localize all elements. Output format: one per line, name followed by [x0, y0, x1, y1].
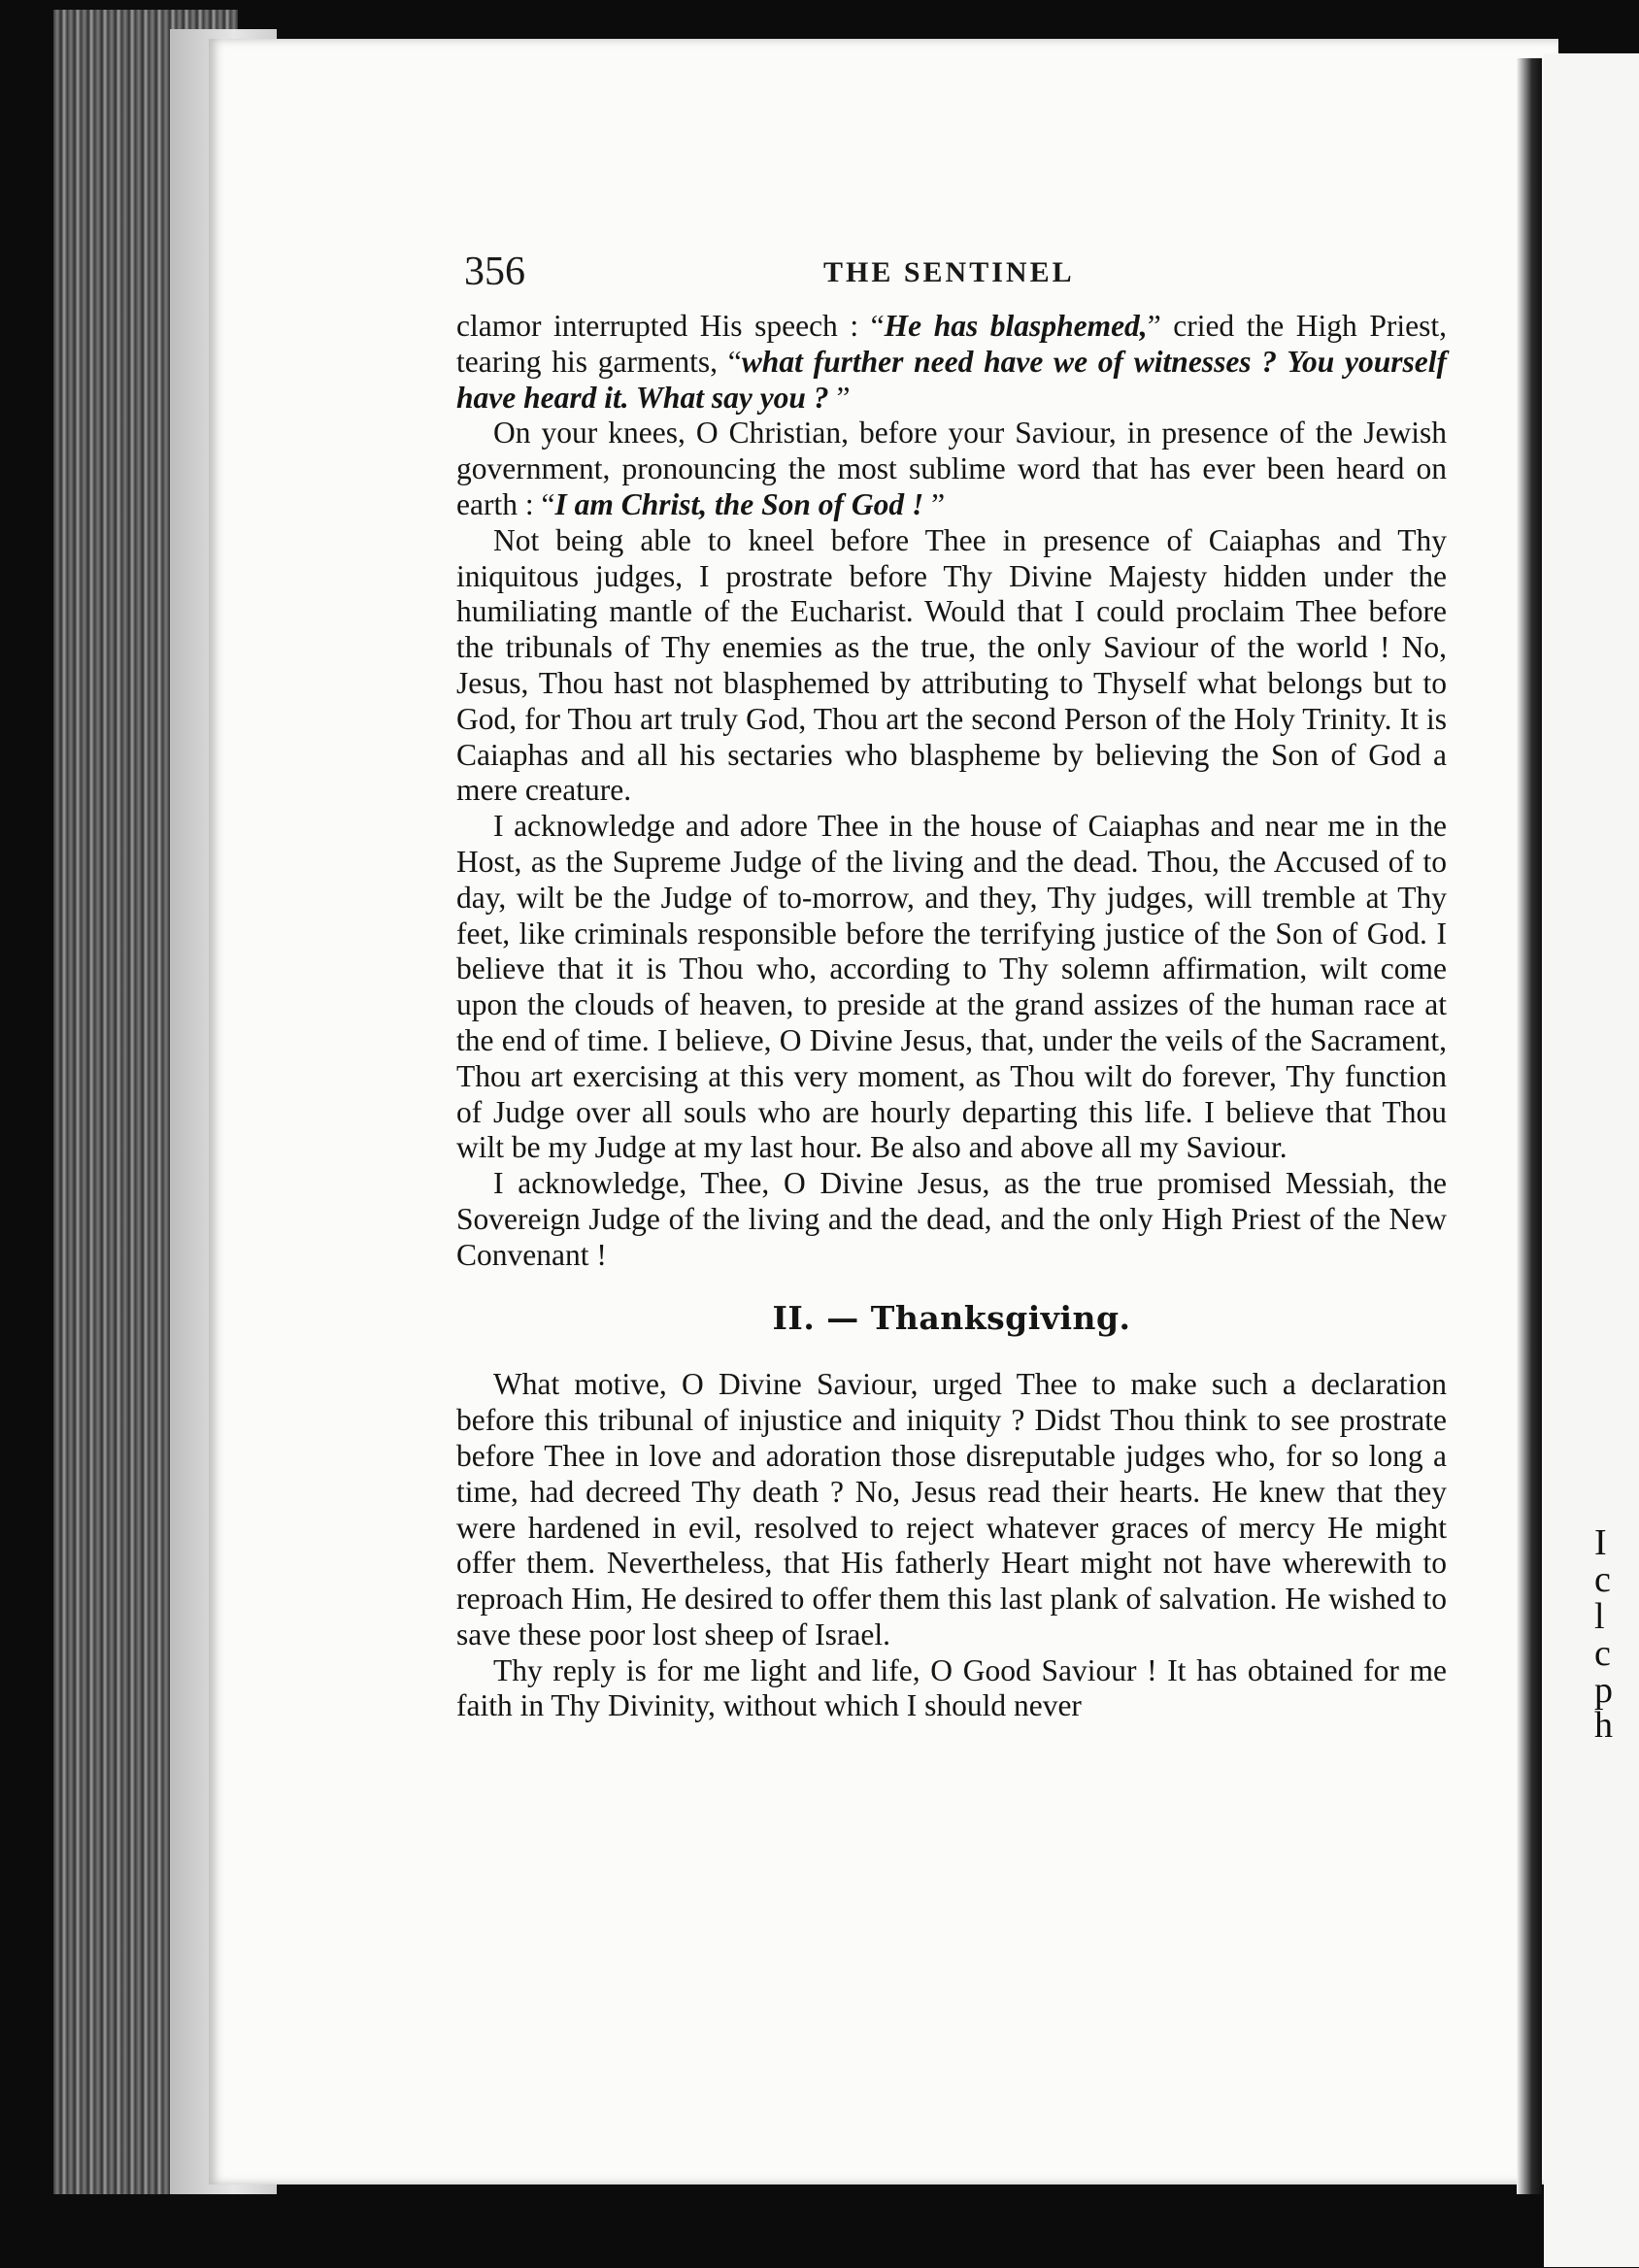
section-heading: II. — Thanksgiving.: [772, 1298, 1131, 1337]
text-run: ”: [828, 380, 851, 415]
page-number: 356: [464, 250, 525, 294]
adjacent-page-fragment: l: [1594, 1596, 1605, 1637]
paragraph: [456, 416, 1447, 522]
paragraph: What motive, O Divine Saviour, urged Thee to make such a declaration before this tribunal of injustice and iniquity ? Didst Thou think to see prostrate before Thee in love and adoration those disreputable judges who, for so long a time, had decreed Thy death ? No, Jesus read their hearts. He knew that they were hardened in evil, resolved to reject whatever graces of mercy He might offer them. Nevertheless, that His fatherly Heart might not have wherewith to reproach Him, He desired to offer them this last plank of salvation. He wished to save these poor lost sheep of Israel.: [456, 1367, 1447, 1651]
page-gutter: [1517, 58, 1542, 2194]
quoted-text: He has blasphemed,: [884, 309, 1148, 343]
paragraph: I acknowledge, Thee, O Divine Jesus, as the true promised Messiah, the Sovereign Judge of the living and the dead, and the only High Priest of the New Convenant !: [456, 1166, 1447, 1272]
adjacent-page-fragment: p: [1594, 1670, 1613, 1711]
paragraph: Thy reply is for me light and life, O Good Saviour ! It has obtained for me faith in Thy Divinity, without which I should never: [456, 1652, 1447, 1723]
adjacent-page-fragment: c: [1594, 1633, 1611, 1674]
text-run: ”: [923, 486, 946, 521]
text-run: clamor interrupted His speech : “: [456, 309, 885, 343]
paragraph: Not being able to kneel before Thee in presence of Caiaphas and Thy iniquitous judges, I prostrate before Thy Divine Majesty hidden under the humiliating mantle of the Eucharist. Would that I could proclaim Thee before the tribunals of Thy enemies as the true, the only Saviour of the world ! No, Jesus, Thou hast not blasphemed by attributing to Thyself what belongs but to God, for Thou art truly God, Thou art the second Person of the Holy Trinity. It is Caiaphas and all his sectaries who blaspheme by believing the Son of God a mere creature.: [456, 522, 1447, 808]
text-run: On your knees, O Christian, before your Saviour, in presence of the Jewish government, pronouncing the most sublime word that has ever been heard on earth : “: [456, 416, 1447, 521]
adjacent-page-fragment: h: [1594, 1705, 1613, 1746]
adjacent-page: [1544, 53, 1639, 2267]
quoted-text: what further need have we of witnesses ? You yourself have heard it. What say you ?: [456, 344, 1447, 415]
paragraph: [456, 309, 1447, 416]
adjacent-page-fragment: I: [1594, 1522, 1607, 1563]
quoted-text: I am Christ, the Son of God !: [554, 486, 924, 521]
text-run: ” cried the High Priest, tearing his garments, “: [456, 309, 1447, 379]
page-body: [456, 309, 1447, 1724]
paragraph: I acknowledge and adore Thee in the house of Caiaphas and near me in the Host, as the Supreme Judge of the living and the dead. Thou, the Accused of to day, wilt be the Judge of to-morrow, and they, Thy judges, will tremble at Thy feet, like criminals responsible before the terrifying justice of the Son of God. I believe that it is Thou who, according to Thy solemn affirmation, wilt come upon the clouds of heaven, to preside at the grand assizes of the human race at the end of time. I believe, O Divine Jesus, that, under the veils of the Sacrament, Thou art exercising at this very moment, as Thou wilt do forever, Thy function of Judge over all souls who are hourly departing this life. I believe that Thou wilt be my Judge at my last hour. Be also and above all my Saviour.: [456, 809, 1447, 1165]
page-header: [464, 249, 1445, 297]
adjacent-page-fragment: c: [1594, 1559, 1611, 1600]
running-head: THE SENTINEL: [823, 256, 1075, 288]
